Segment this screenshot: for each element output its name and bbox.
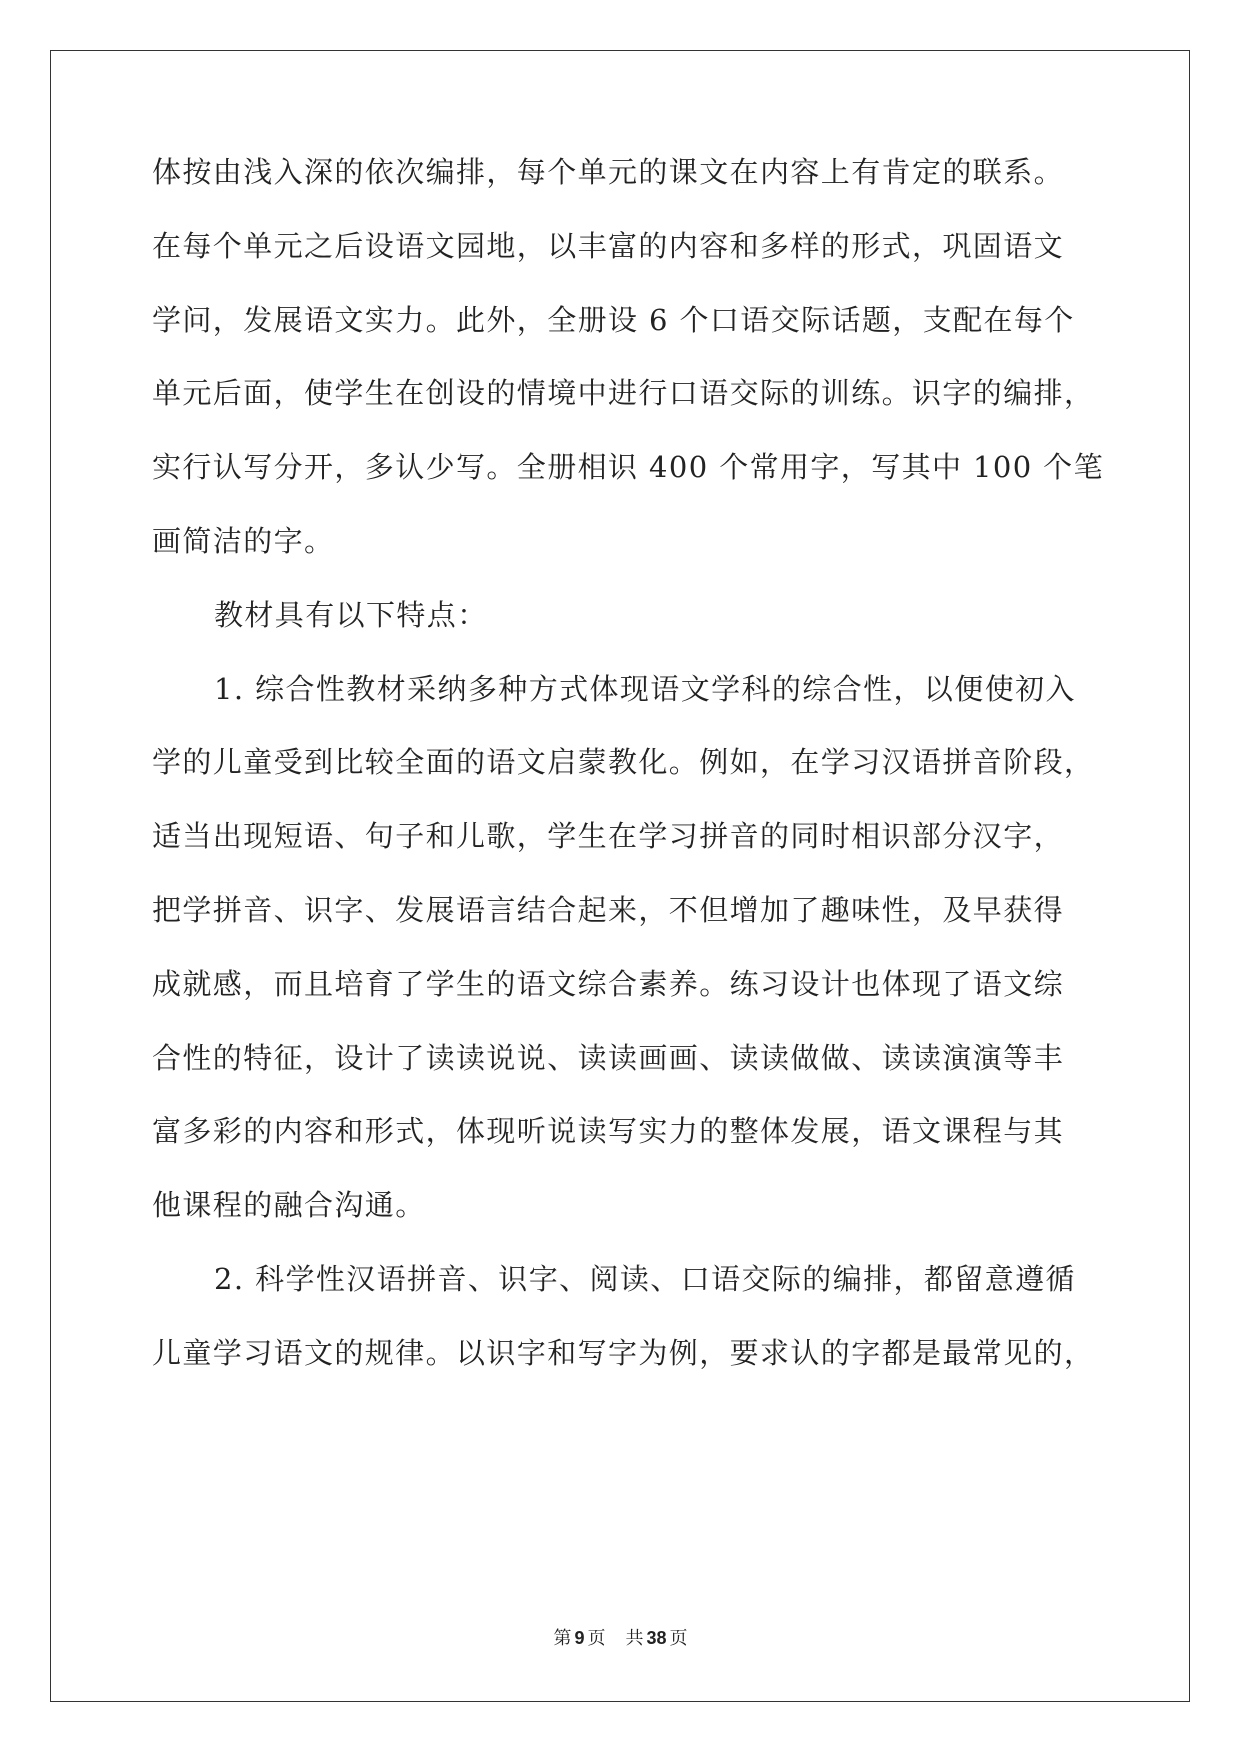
paragraph-line: 适当出现短语、句子和儿歌，学生在学习拼音的同时相识部分汉字， <box>152 819 1065 853</box>
paragraph-line: 把学拼音、识字、发展语言结合起来，不但增加了趣味性，及早获得 <box>152 893 1065 927</box>
total-page-count: 38 <box>646 1628 667 1648</box>
paragraph-line: 他课程的融合沟通。 <box>152 1188 426 1222</box>
paragraph-line: 合性的特征，设计了读读说说、读读画画、读读做做、读读演演等丰 <box>152 1041 1065 1075</box>
footer-prefix: 第 <box>553 1628 572 1649</box>
page-footer <box>0 1626 1241 1651</box>
paragraph-line: 体按由浅入深的依次编排，每个单元的课文在内容上有肯定的联系。 <box>152 155 1065 189</box>
paragraph-line: 画简洁的字。 <box>152 524 335 558</box>
paragraph-line: 1. 综合性教材采纳多种方式体现语文学科的综合性，以便使初入 <box>214 672 1076 706</box>
paragraph-line: 富多彩的内容和形式，体现听说读写实力的整体发展，语文课程与其 <box>152 1114 1065 1148</box>
paragraph-line: 教材具有以下特点： <box>214 598 488 632</box>
paragraph-line: 在每个单元之后设语文园地，以丰富的内容和多样的形式，巩固语文 <box>152 229 1065 263</box>
paragraph-line: 单元后面，使学生在创设的情境中进行口语交际的训练。识字的编排， <box>152 376 1095 410</box>
footer-page-suffix: 页 <box>587 1628 606 1649</box>
paragraph-line: 实行认写分开，多认少写。全册相识 400 个常用字，写其中 100 个笔 <box>152 450 1104 484</box>
paragraph-line: 2. 科学性汉语拼音、识字、阅读、口语交际的编排，都留意遵循 <box>214 1262 1076 1296</box>
page-border <box>50 50 1190 1702</box>
footer-total-suffix: 页 <box>669 1628 688 1649</box>
paragraph-line: 学问，发展语文实力。此外，全册设 6 个口语交际话题，支配在每个 <box>152 303 1075 337</box>
current-page-number: 9 <box>574 1628 585 1648</box>
paragraph-line: 儿童学习语文的规律。以识字和写字为例，要求认的字都是最常见的， <box>152 1336 1095 1370</box>
footer-total-prefix: 共 <box>625 1628 644 1649</box>
paragraph-line: 学的儿童受到比较全面的语文启蒙教化。例如，在学习汉语拼音阶段， <box>152 745 1095 779</box>
paragraph-line: 成就感，而且培育了学生的语文综合素养。练习设计也体现了语文综 <box>152 967 1065 1001</box>
